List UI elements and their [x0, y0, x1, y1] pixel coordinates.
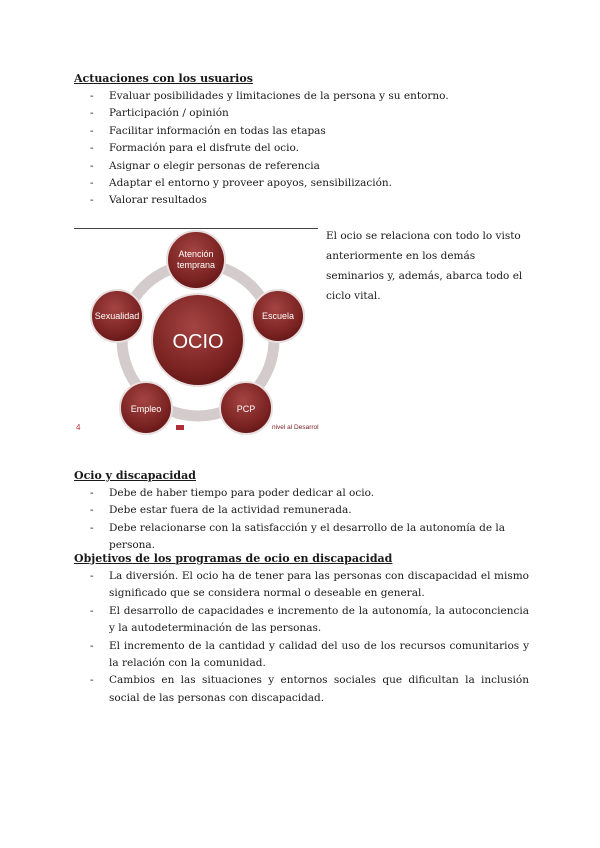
ocio-side-paragraph: El ocio se relaciona con todo lo visto anteriormente en los demás seminarios y, además, abarca todo el ciclo vital. — [326, 230, 523, 302]
list-item: - Debe de haber tiempo para poder dedicar al ocio. — [74, 485, 529, 502]
list-item: - Formación para el disfrute del ocio. — [74, 140, 529, 157]
node-label: Atención — [178, 249, 214, 259]
slide-footer-text: nivel al Desarrol — [272, 424, 319, 431]
list-item: - Adaptar el entorno y proveer apoyos, sensibilización. — [74, 175, 529, 192]
center-label: OCIO — [172, 331, 224, 353]
section-heading-actuaciones: Actuaciones con los usuarios — [74, 72, 253, 85]
slide-number: 4 — [76, 423, 81, 432]
list-item: - La diversión. El ocio ha de tener para las personas con discapacidad el mismo significado que se considera normal o deseable en general. — [74, 568, 529, 603]
list-item: - Participación / opinión — [74, 105, 529, 122]
slide-logo-mark — [176, 425, 184, 430]
list-item: - Evaluar posibilidades y limitaciones de la persona y su entorno. — [74, 88, 529, 105]
list-item: - Cambios en las situaciones y entornos sociales que dificultan la inclusión social de las personas con discapacidad. — [74, 672, 529, 707]
node-label: Empleo — [130, 404, 162, 414]
list-item: - Debe relacionarse con la satisfacción y el desarrollo de la autonomía de la persona. — [74, 520, 529, 555]
section-heading-objetivos: Objetivos de los programas de ocio en discapacidad — [74, 552, 393, 565]
node-label: Escuela — [261, 311, 295, 321]
list-item: - El incremento de la cantidad y calidad del uso de los recursos comunitarios y la relación con la comunidad. — [74, 638, 529, 673]
node-label: temprana — [176, 260, 216, 270]
list-item: - Valorar resultados — [74, 192, 529, 209]
list-objetivos — [74, 568, 529, 707]
list-item: - Asignar o elegir personas de referencia — [74, 158, 529, 175]
node-label: PCP — [236, 404, 256, 414]
ocio-cycle-diagram — [74, 222, 320, 436]
list-item: - El desarrollo de capacidades e incremento de la autonomía, la autoconciencia y la autodeterminación de las personas. — [74, 603, 529, 638]
node-label: Sexualidad — [94, 311, 140, 321]
list-actuaciones — [74, 88, 529, 210]
list-item: - Debe estar fuera de la actividad remunerada. — [74, 502, 529, 519]
list-item: - Facilitar información en todas las etapas — [74, 123, 529, 140]
list-ocio-discapacidad — [74, 485, 529, 555]
section-heading-ocio-discapacidad: Ocio y discapacidad — [74, 469, 196, 482]
